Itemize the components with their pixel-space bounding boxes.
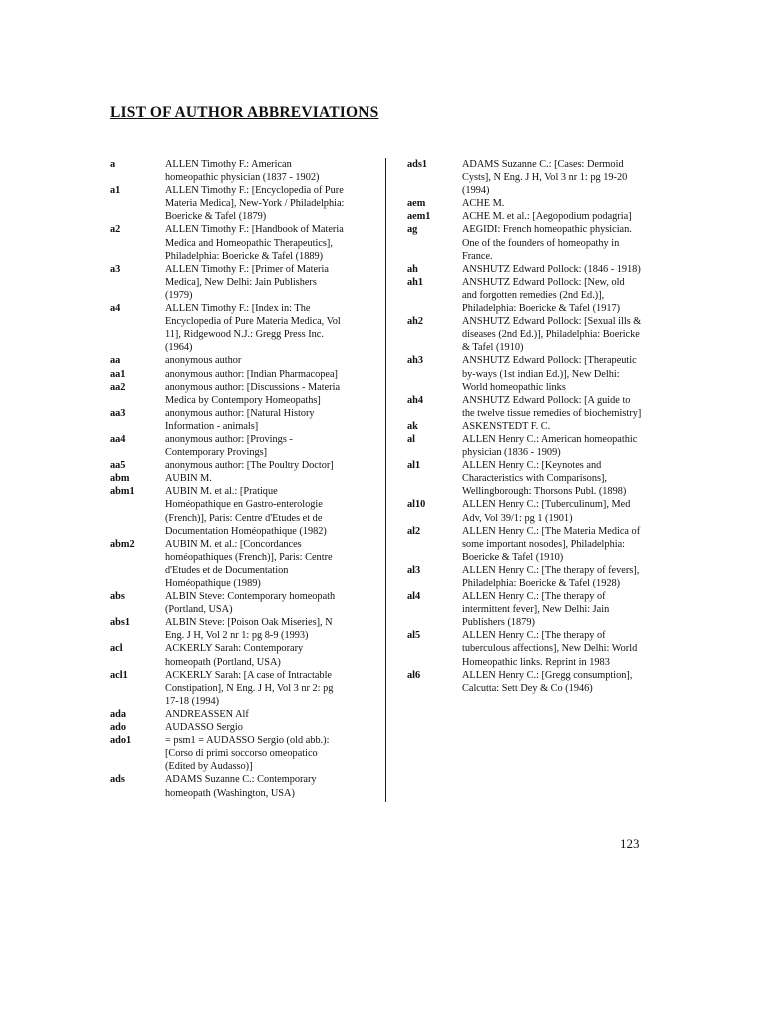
- author-reference: ADAMS Suzanne C.: Contemporary homeopath (Washington, USA): [165, 774, 317, 799]
- abbreviation-code: al4: [407, 591, 421, 603]
- abbreviation-entry: [110, 184, 360, 223]
- abbreviation-code: ah4: [407, 394, 424, 406]
- abbreviation-code: aa: [110, 355, 121, 367]
- left-column: [110, 158, 360, 800]
- author-reference: ANSHUTZ Edward Pollock: [A guide to the twelve tissue remedies of biochemistry]: [462, 394, 642, 419]
- author-reference: ALLEN Timothy F.: American homeopathic physician (1837 - 1902): [165, 159, 320, 184]
- abbreviation-entry: [407, 433, 657, 459]
- abbreviation-entry: [110, 485, 360, 537]
- abbreviation-code: abm: [110, 473, 130, 485]
- author-reference: ALBIN Steve: Contemporary homeopath (Portland, USA): [165, 591, 336, 616]
- abbreviation-code: aem1: [407, 211, 431, 223]
- abbreviation-code: abm2: [110, 538, 135, 550]
- abbreviation-entry: [407, 420, 657, 433]
- abbreviation-code: aa5: [110, 460, 126, 472]
- author-reference: ANSHUTZ Edward Pollock: [New, old and forgotten remedies (2nd Ed.)], Philadelphia: Boericke & Tafel (1917): [462, 276, 625, 315]
- abbreviation-code: ah2: [407, 316, 424, 328]
- abbreviation-entry: [110, 407, 360, 433]
- author-reference: ACKERLY Sarah: Contemporary homeopath (Portland, USA): [165, 643, 304, 668]
- abbreviation-code: al5: [407, 630, 421, 642]
- abbreviation-entry: [407, 223, 657, 262]
- abbreviation-code: al10: [407, 499, 426, 511]
- abbreviation-entry: [407, 564, 657, 590]
- abbreviation-entry: [110, 590, 360, 616]
- abbreviation-code: ada: [110, 708, 127, 720]
- abbreviation-entry: [110, 433, 360, 459]
- abbreviation-code: acl: [110, 643, 123, 655]
- abbreviation-code: aa2: [110, 381, 126, 393]
- abbreviation-code: aem: [407, 198, 426, 210]
- abbreviation-entry: [407, 263, 657, 276]
- abbreviation-code: a4: [110, 303, 121, 315]
- abbreviation-code: abm1: [110, 486, 135, 498]
- abbreviation-entry: [110, 263, 360, 302]
- author-reference: AUBIN M. et al.: [Concordances homéopathiques (French)], Paris: Centre d'Etudes et de Documentation Homéopathique (1989): [165, 538, 333, 589]
- author-reference: ALLEN Henry C.: [The Materia Medica of some important nosodes], Philadelphia: Boericke & Tafel (1910): [462, 525, 641, 563]
- abbreviation-code: acl1: [110, 669, 128, 681]
- author-reference: ANSHUTZ Edward Pollock: (1846 - 1918): [462, 263, 641, 275]
- abbreviation-code: ads1: [407, 159, 428, 170]
- abbreviation-code: aa4: [110, 433, 126, 445]
- abbreviation-code: ak: [407, 420, 418, 432]
- abbreviation-code: a2: [110, 224, 121, 236]
- author-reference: ALLEN Timothy F.: [Primer of Materia Medica], New Delhi: Jain Publishers (1979): [165, 263, 329, 301]
- abbreviation-entry: [110, 158, 360, 184]
- author-reference: ANDREASSEN Alf: [165, 708, 249, 720]
- author-reference: ASKENSTEDT F. C.: [462, 420, 551, 432]
- abbreviation-code: al: [407, 433, 416, 445]
- abbreviation-entry: [110, 721, 360, 734]
- abbreviation-entry: [407, 669, 657, 695]
- author-reference: anonymous author: [165, 355, 242, 367]
- abbreviation-code: al3: [407, 564, 421, 576]
- author-reference: ACKERLY Sarah: [A case of Intractable Constipation], N Eng. J H, Vol 3 nr 2: pg 17-18 (1994): [165, 669, 334, 707]
- abbreviation-entry: [407, 394, 657, 420]
- abbreviation-entry: [110, 734, 360, 773]
- abbreviation-entry: [407, 210, 657, 223]
- abbreviation-entry: [407, 276, 657, 315]
- abbreviation-entry: [110, 223, 360, 262]
- author-reference: AUBIN M.: [165, 473, 212, 485]
- author-reference: anonymous author: [Natural History Information - animals]: [165, 407, 315, 432]
- abbreviation-code: al1: [407, 460, 421, 472]
- abbreviation-code: aa3: [110, 407, 126, 419]
- abbreviation-code: ah1: [407, 276, 424, 288]
- abbreviation-entry: [110, 669, 360, 708]
- abbreviation-entry: [407, 354, 657, 393]
- abbreviation-code: al6: [407, 669, 421, 681]
- abbreviation-entry: [110, 616, 360, 642]
- abbreviation-code: al2: [407, 525, 421, 537]
- abbreviation-entry: [110, 642, 360, 668]
- page-number: 123: [620, 836, 640, 851]
- abbreviation-code: a1: [110, 185, 121, 197]
- abbreviation-entry: [407, 525, 657, 564]
- abbreviation-code: ado1: [110, 735, 132, 747]
- column-divider: [385, 158, 386, 802]
- abbreviation-entry: [407, 590, 657, 629]
- abbreviation-code: ado: [110, 722, 127, 734]
- abbreviation-code: ads: [110, 774, 125, 786]
- abbreviation-entry: [110, 302, 360, 354]
- page-title: LIST OF AUTHOR ABBREVIATIONS: [110, 104, 379, 121]
- abbreviation-entry: [407, 315, 657, 354]
- abbreviation-code: ah3: [407, 355, 424, 367]
- author-reference: ANSHUTZ Edward Pollock: [Therapeutic by-ways (1st indian Ed.)], New Delhi: World homeopathic links: [462, 355, 637, 393]
- author-reference: ALLEN Henry C.: [Tuberculinum], Med Adv, Vol 39/1: pg 1 (1901): [462, 499, 631, 524]
- abbreviation-entry: [110, 708, 360, 721]
- abbreviation-entry: [110, 472, 360, 485]
- author-reference: ALLEN Henry C.: American homeopathic physician (1836 - 1909): [462, 433, 638, 459]
- author-reference: = psm1 = AUDASSO Sergio (old abb.): [Corso di primi soccorso omeopatico (Edited by Audasso)]: [165, 735, 330, 773]
- abbreviation-code: aa1: [110, 368, 126, 380]
- abbreviation-entry: [407, 459, 657, 498]
- author-reference: AUDASSO Sergio: [165, 722, 243, 734]
- author-reference: ACHE M.: [462, 198, 505, 210]
- author-reference: anonymous author: [The Poultry Doctor]: [165, 460, 334, 472]
- abbreviation-entry: [110, 538, 360, 590]
- abbreviation-code: ah: [407, 263, 418, 275]
- abbreviation-entry: [407, 629, 657, 668]
- abbreviation-code: a3: [110, 263, 121, 275]
- author-reference: ANSHUTZ Edward Pollock: [Sexual ills & diseases (2nd Ed.)], Philadelphia: Boericke & Tafel (1910): [462, 316, 642, 354]
- abbreviation-entry: [407, 158, 657, 197]
- right-column: [407, 158, 657, 695]
- author-reference: ALLEN Henry C.: [The therapy of tuberculous affections], New Delhi: World Homeopathic links. Reprint in 1983: [462, 630, 638, 668]
- author-reference: ADAMS Suzanne C.: [Cases: Dermoid Cysts], N Eng. J H, Vol 3 nr 1: pg 19-20 (1994): [462, 159, 628, 197]
- author-reference: ALLEN Henry C.: [Gregg consumption], Calcutta: Sett Dey & Co (1946): [462, 669, 633, 694]
- author-reference: ALLEN Timothy F.: [Encyclopedia of Pure Materia Medica], New-York / Philadelphia: Boericke & Tafel (1879): [165, 185, 345, 223]
- abbreviation-entry: [110, 773, 360, 799]
- abbreviation-entry: [110, 354, 360, 367]
- author-reference: ALLEN Henry C.: [The therapy of intermittent fever], New Delhi: Jain Publishers (1879): [462, 591, 610, 629]
- abbreviation-entry: [407, 197, 657, 210]
- author-reference: ALLEN Henry C.: [The therapy of fevers], Philadelphia: Boericke & Tafel (1928): [462, 564, 640, 589]
- abbreviation-code: abs: [110, 591, 125, 603]
- author-reference: AEGIDI: French homeopathic physician. One of the founders of homeopathy in France.: [462, 224, 632, 262]
- author-reference: AUBIN M. et al.: [Pratique Homéopathique en Gastro-enterologie (French)], Paris: Centre d'Etudes et de Documentation Homéopathique (1982): [165, 486, 327, 537]
- author-reference: anonymous author: [Discussions - Materia Medica by Contempory Homeopaths]: [165, 381, 341, 406]
- abbreviation-code: a: [110, 159, 116, 170]
- abbreviation-entry: [110, 459, 360, 472]
- abbreviation-entry: [110, 368, 360, 381]
- author-reference: ALLEN Timothy F.: [Index in: The Encyclopedia of Pure Materia Medica, Vol 11], Ridgewood N.J.: Gregg Press Inc. (1964): [165, 303, 341, 354]
- author-reference: ALLEN Timothy F.: [Handbook of Materia Medica and Homeopathic Therapeutics], Philadelphia: Boericke & Tafel (1889): [165, 224, 344, 262]
- author-reference: ALBIN Steve: [Poison Oak Miseries], N Eng. J H, Vol 2 nr 1: pg 8-9 (1993): [165, 617, 333, 642]
- abbreviation-code: abs1: [110, 617, 131, 629]
- abbreviation-entry: [407, 498, 657, 524]
- author-reference: anonymous author: [Indian Pharmacopea]: [165, 368, 338, 380]
- abbreviation-code: ag: [407, 224, 418, 236]
- abbreviation-entry: [110, 381, 360, 407]
- author-reference: ALLEN Henry C.: [Keynotes and Characteristics with Comparisons], Wellingborough: Thorsons Publ. (1898): [462, 460, 627, 498]
- author-reference: ACHE M. et al.: [Aegopodium podagria]: [462, 211, 632, 223]
- author-reference: anonymous author: [Provings - Contemporary Provings]: [165, 433, 293, 459]
